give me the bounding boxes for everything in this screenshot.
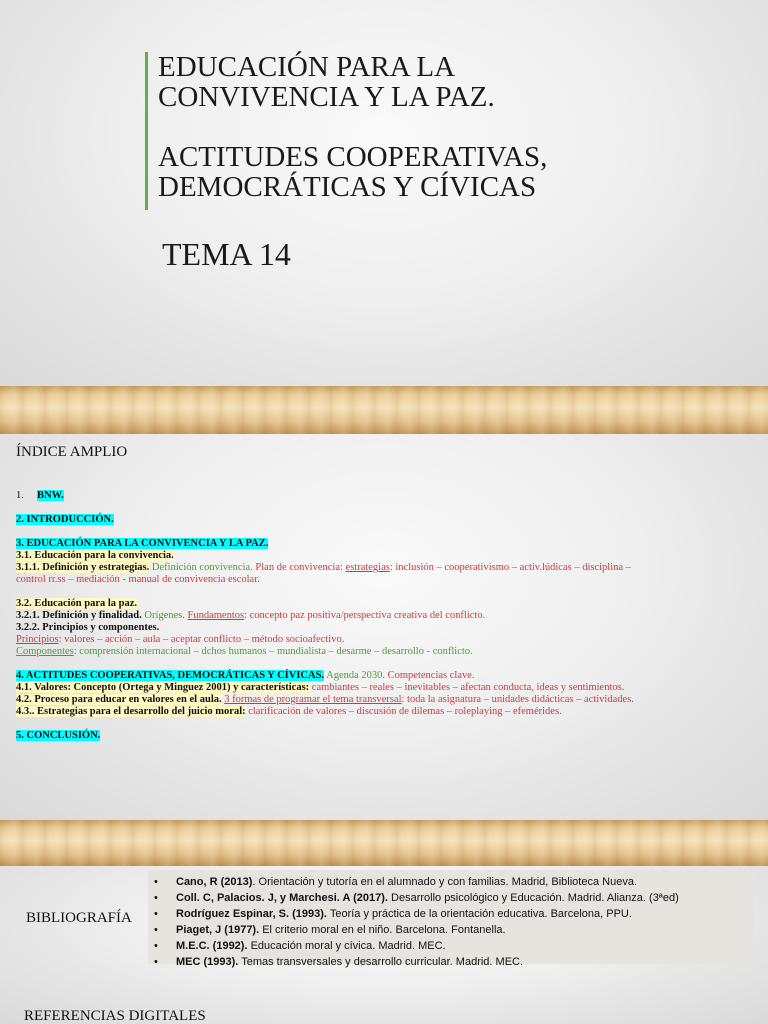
section-3-2: 3.2. Educación para la paz. [16, 598, 138, 609]
underlined-note: 3 formas de programar el tema transversal [224, 694, 402, 705]
reference-item: • Piaget, J (1977). El criterio moral en el niño. Barcelona. Fontanella. [176, 922, 754, 938]
section-label: 3.1.1. Definición y estrategias. [16, 562, 150, 573]
index-body [16, 490, 756, 742]
underlined-note: Principios [16, 634, 59, 645]
title-line-1: EDUCACIÓN PARA LA [158, 51, 456, 83]
section-label: 4.1. Valores: Concepto (Ortega y Minguez 2001) y características: [16, 682, 310, 693]
tema-number: TEMA 14 [162, 236, 291, 272]
section-label: 4.3.. Estrategias para el desarrollo del juicio moral: [16, 706, 246, 717]
red-note: Plan de convivencia: [255, 562, 343, 573]
subtitle-line-1: ACTITUDES COOPERATIVAS, [158, 141, 548, 173]
reference-item: • Coll. C, Palacios. J, y Marchesi. A (2017). Desarrollo psicológico y Educación. Madrid. Alianza. (3ªed) [176, 890, 754, 906]
red-note: : inclusión – cooperativismo – activ.lúdicas – disciplina – [389, 562, 631, 573]
reference-item: • MEC (1993). Temas transversales y desarrollo curricular. Madrid. MEC. [176, 954, 754, 970]
principios-line [16, 634, 756, 646]
bibliography-title: BIBLIOGRAFÍA [26, 910, 132, 926]
item-number: 1. [16, 490, 24, 501]
index-item-5: 5. CONCLUSIÓN. [16, 730, 101, 741]
red-note: clarificación de valores – discusión de dilemas – roleplaying – efemérides. [248, 706, 562, 717]
section-3-2-2: 3.2.2. Principios y componentes. [16, 622, 160, 633]
red-note: : valores – acción – aula – aceptar conflicto – método socioafectivo. [58, 634, 345, 645]
underlined-note: Componentes [16, 646, 74, 657]
green-note: Definición convivencia. [151, 562, 253, 573]
green-note: Orígenes. [144, 610, 185, 621]
digital-references-title: REFERENCIAS DIGITALES [24, 1008, 206, 1024]
title-line-2: CONVIVENCIA Y LA PAZ. [158, 81, 495, 113]
underlined-note: estrategias [345, 562, 390, 573]
section-4-3 [16, 706, 756, 718]
item-1-label: BNW. [37, 490, 64, 501]
green-note: : comprensión internacional – dchos humanos – mundialista – desarme – desarrollo - conflicto. [73, 646, 473, 657]
green-note: Agenda 2030. [326, 670, 386, 681]
item-4-label: 4. ACTITUDES COOPERATIVAS, DEMOCRÁTICAS Y CÍVICAS. [16, 670, 325, 681]
section-3-1: 3.1. Educación para la convivencia. [16, 550, 174, 561]
red-note: Competencias clave. [387, 670, 475, 681]
red-note: : toda la asignatura – unidades didácticas – actividades. [401, 694, 634, 705]
wood-divider [0, 820, 768, 866]
underlined-note: Fundamentos [187, 610, 245, 621]
index-title: ÍNDICE AMPLIO [16, 444, 128, 460]
index-item-1 [16, 490, 756, 502]
subtitle-line-2: DEMOCRÁTICAS Y CÍVICAS [158, 171, 537, 203]
red-note: : concepto paz positiva/perspectiva creativa del conflicto. [244, 610, 486, 621]
bibliography-box [148, 870, 754, 968]
reference-item: • M.E.C. (1992). Educación moral y cívica. Madrid. MEC. [176, 938, 754, 954]
section-label: 4.2. Proceso para educar en valores en el aula. [16, 694, 222, 705]
title-slide [0, 0, 768, 386]
section-3-2-1 [16, 610, 756, 622]
reference-item: • Rodríguez Espinar, S. (1993). Teoría y práctica de la orientación educativa. Barcelona, PPU. [176, 906, 754, 922]
section-3-1-1-cont: control rr.ss – mediación - manual de convivencia escolar. [16, 574, 260, 585]
componentes-line [16, 646, 756, 658]
title-block [158, 52, 718, 202]
section-label: 3.2.1. Definición y finalidad. [16, 610, 142, 621]
section-4-1 [16, 682, 756, 694]
wood-divider [0, 386, 768, 434]
section-3-1-1 [16, 562, 756, 574]
bibliography-slide [0, 866, 768, 1024]
index-item-2: 2. INTRODUCCIÓN. [16, 514, 114, 525]
accent-bar [145, 52, 148, 210]
index-item-3: 3. EDUCACIÓN PARA LA CONVIVENCIA Y LA PAZ. [16, 538, 269, 549]
reference-item: • Cano, R (2013). Orientación y tutoría en el alumnado y con familias. Madrid, Biblioteca Nueva. [176, 874, 754, 890]
red-note: cambiantes – reales – inevitables – afectan conducta, ideas y sentimientos. [311, 682, 625, 693]
bibliography-list [148, 870, 754, 970]
section-4-2 [16, 694, 756, 706]
index-slide [0, 434, 768, 820]
index-item-4 [16, 670, 756, 682]
